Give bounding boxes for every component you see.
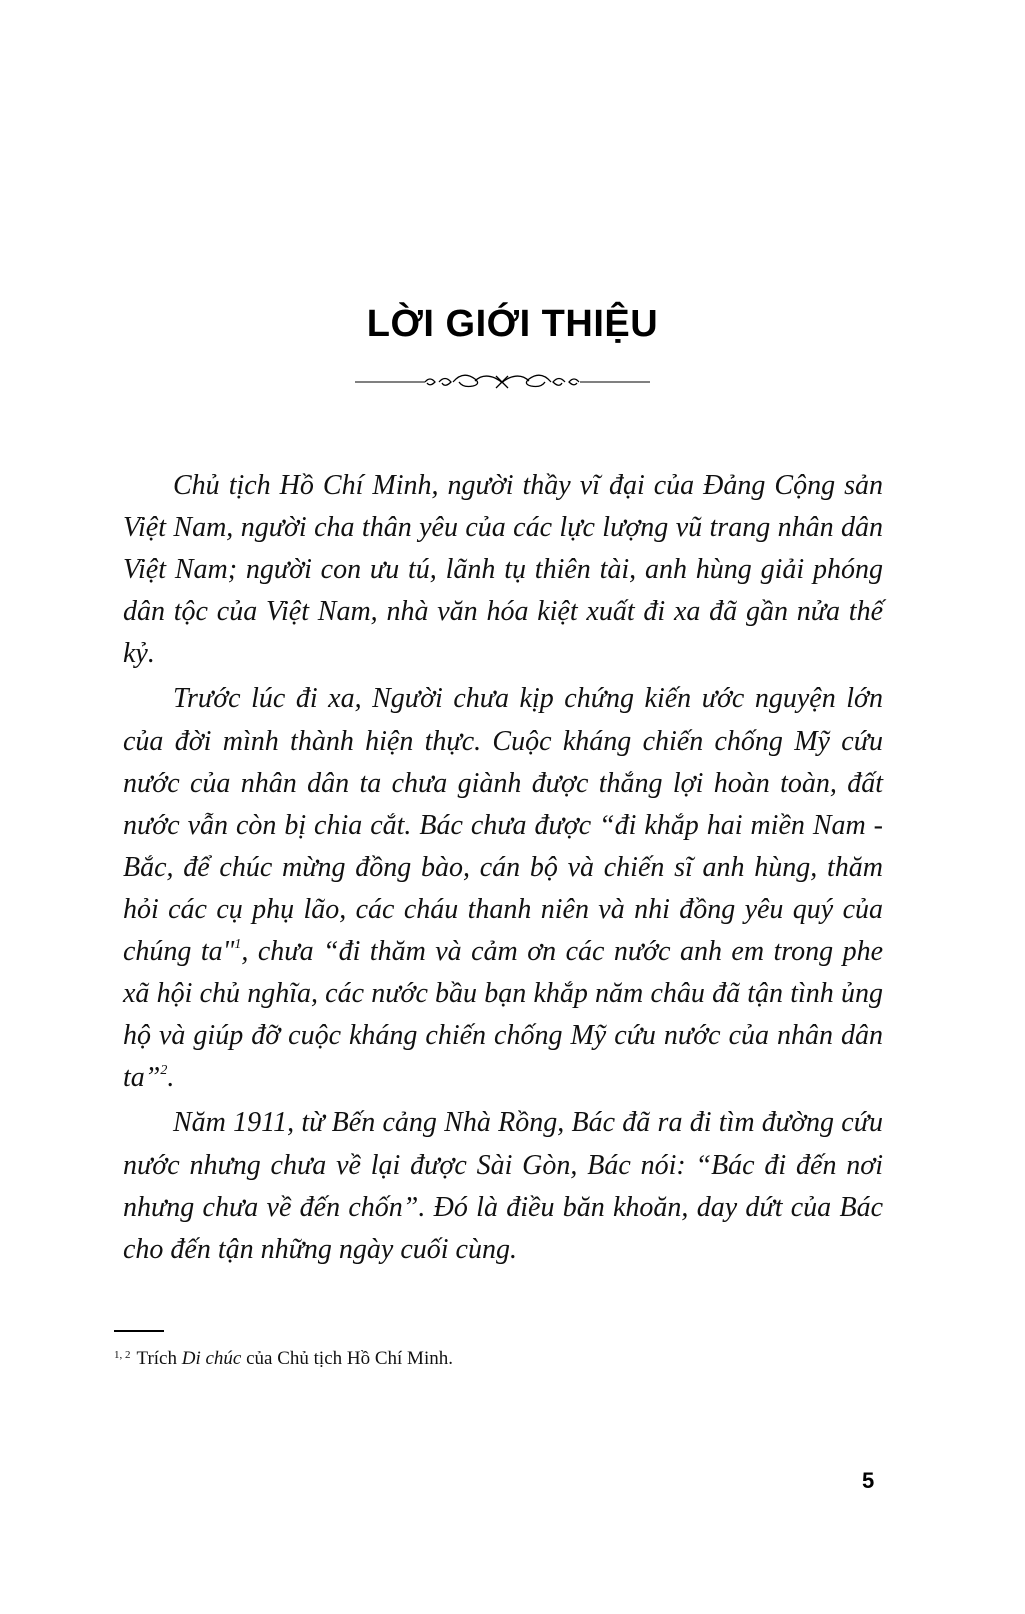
- introduction-body: [123, 465, 883, 1274]
- paragraph-2-text-cont: , chưa “đi thăm và cảm ơn các nước anh em trong phe xã hội chủ nghĩa, các nước bầu bạn khắp năm châu đã tận tình ủng hộ và giúp đỡ cuộc kháng chiến chống Mỹ cứu nước của nhân dân ta”: [123, 936, 884, 1094]
- footnote-prefix: Trích: [136, 1348, 182, 1369]
- footnote-ref-2[interactable]: 2: [160, 1063, 168, 1079]
- page-title: LỜI GIỚI THIỆU: [366, 303, 659, 345]
- paragraph-3: Năm 1911, từ Bến cảng Nhà Rồng, Bác đã ra đi tìm đường cứu nước nhưng chưa về lại được Sài Gòn, Bác nói: “Bác đi đến nơi nhưng chưa về đến chốn”. Đó là điều băn khoăn, day dứt của Bác cho đến tận những ngày cuối cùng.: [123, 1107, 883, 1265]
- footnote-divider: [114, 1330, 164, 1332]
- footnote: [114, 1348, 453, 1370]
- paragraph-1: Chủ tịch Hồ Chí Minh, người thầy vĩ đại của Đảng Cộng sản Việt Nam, người cha thân yêu của các lực lượng vũ trang nhân dân Việt Nam; người con ưu tú, lãnh tụ thiên tài, anh hùng giải phóng dân tộc của Việt Nam, nhà văn hóa kiệt xuất đi xa đã gần nửa thế kỷ.: [123, 470, 883, 670]
- footnote-suffix: của Chủ tịch Hồ Chí Minh.: [241, 1348, 453, 1369]
- footnote-marks: 1, 2: [114, 1349, 131, 1361]
- footnote-italic-title: Di chúc: [181, 1348, 242, 1369]
- paragraph-2-text: Trước lúc đi xa, Người chưa kịp chứng kiến ước nguyện lớn của đời mình thành hiện thực. Cuộc kháng chiến chống Mỹ cứu nước của nhân dân ta chưa giành được thắng lợi hoàn toàn, đất nước vẫn còn bị chia cắt. Bác chưa được “đi khắp hai miền Nam - Bắc, để chúc mừng đồng bào, cán bộ và chiến sĩ anh hùng, thăm hỏi các cụ phụ lão, các cháu thanh niên và nhi đồng yêu quý của chúng ta": [123, 683, 883, 968]
- footnote-ref-1[interactable]: 1: [234, 937, 242, 953]
- ornament-divider-icon: [355, 368, 650, 392]
- paragraph-2: [123, 678, 883, 1099]
- page-number: 5: [862, 1468, 875, 1493]
- paragraph-2-end: .: [167, 1062, 175, 1094]
